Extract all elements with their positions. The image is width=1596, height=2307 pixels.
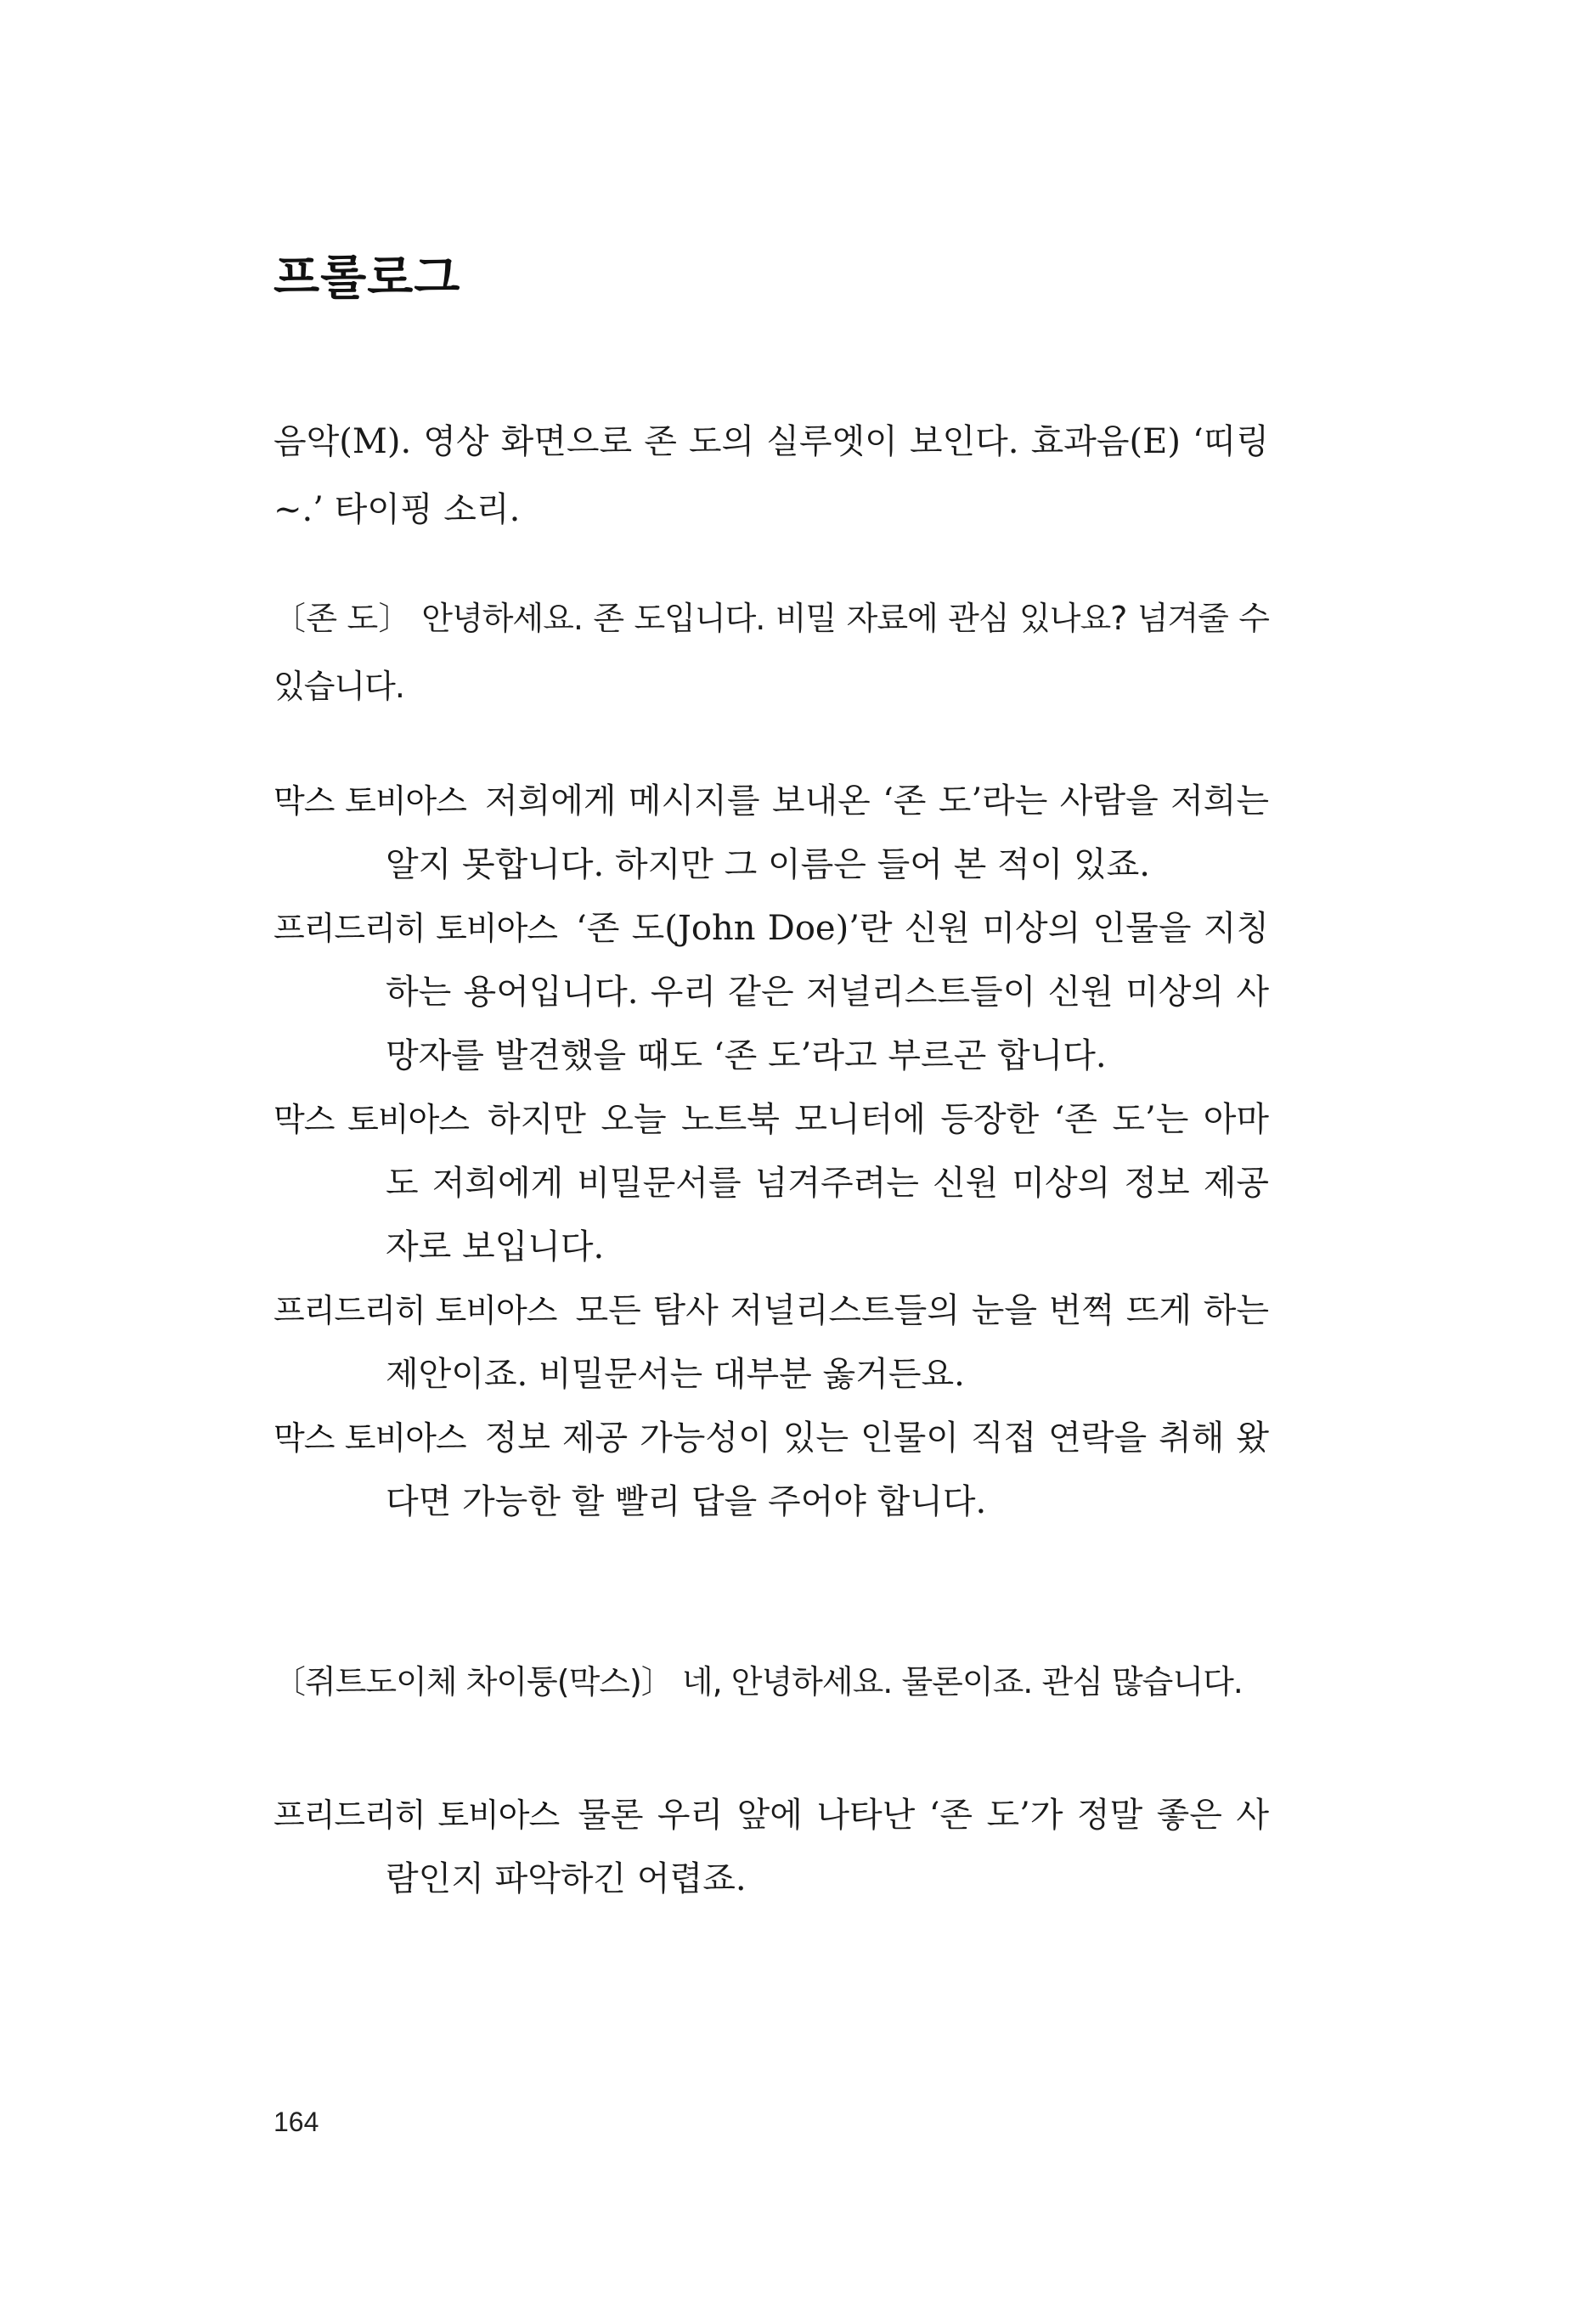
dialogue-line — [274, 1088, 1269, 1279]
dialogue-text: 모든 탐사 저널리스트들의 눈을 번쩍 뜨게 하는 제안이죠. 비밀문서는 대부분 옳거든요. — [386, 1291, 1269, 1394]
dialogue-text: 물론 우리 앞에 나타난 ‘존 도’가 정말 좋은 사람인지 파악하긴 어렵죠. — [386, 1796, 1270, 1898]
stage-direction-block — [274, 408, 1269, 544]
dialogue-section-1 — [274, 770, 1269, 1534]
john-doe-message-block — [274, 584, 1269, 720]
stage-direction-paragraph: 음악(M). 영상 화면으로 존 도의 실루엣이 보인다. 효과음(E) ‘띠링~.’ 타이핑 소리. — [274, 422, 1269, 529]
dialogue-text: 저희에게 메시지를 보내온 ‘존 도’라는 사람을 저희는 알지 못합니다. 하지만 그 이름은 들어 본 적이 있죠. — [386, 781, 1269, 884]
dialogue-text: 하지만 오늘 노트북 모니터에 등장한 ‘존 도’는 아마도 저희에게 비밀문서를 넘겨주려는 신원 미상의 정보 제공자로 보입니다. — [386, 1100, 1270, 1266]
dialogue-line — [274, 1784, 1269, 1911]
dialogue-line — [274, 770, 1269, 897]
page-number: 164 — [274, 2107, 319, 2137]
speaker-name: 막스 토비아스 — [274, 1419, 466, 1457]
speaker-name: 프리드리히 토비아스 — [274, 910, 557, 947]
dialogue-line — [274, 897, 1269, 1088]
speaker-name: 프리드리히 토비아스 — [274, 1292, 557, 1329]
speaker-name: 프리드리히 토비아스 — [274, 1797, 560, 1834]
dialogue-text: ‘존 도(John Doe)’란 신원 미상의 인물을 지칭하는 용어입니다. 우리 같은 저널리스트들이 신원 미상의 사망자를 발견했을 때도 ‘존 도’라고 부르곤 합니다. — [386, 909, 1269, 1075]
speaker-name: 막스 토비아스 — [274, 782, 466, 820]
chat-message-paragraph: 〔존 도〕 안녕하세요. 존 도입니다. 비밀 자료에 관심 있나요? 넘겨줄 수 있습니다. — [274, 600, 1269, 705]
dialogue-line — [274, 1279, 1269, 1407]
newspaper-reply-block — [274, 1648, 1269, 1716]
chat-reply-paragraph: 〔쥐트도이체 차이퉁(막스)〕 네, 안녕하세요. 물론이죠. 관심 많습니다. — [274, 1663, 1243, 1701]
dialogue-section-2 — [274, 1784, 1269, 1911]
speaker-name: 막스 토비아스 — [274, 1101, 470, 1138]
chapter-title: 프롤로그 — [274, 251, 461, 306]
dialogue-line — [274, 1407, 1269, 1534]
dialogue-text: 정보 제공 가능성이 있는 인물이 직접 연락을 취해 왔다면 가능한 할 빨리 답을 주어야 합니다. — [386, 1419, 1269, 1521]
